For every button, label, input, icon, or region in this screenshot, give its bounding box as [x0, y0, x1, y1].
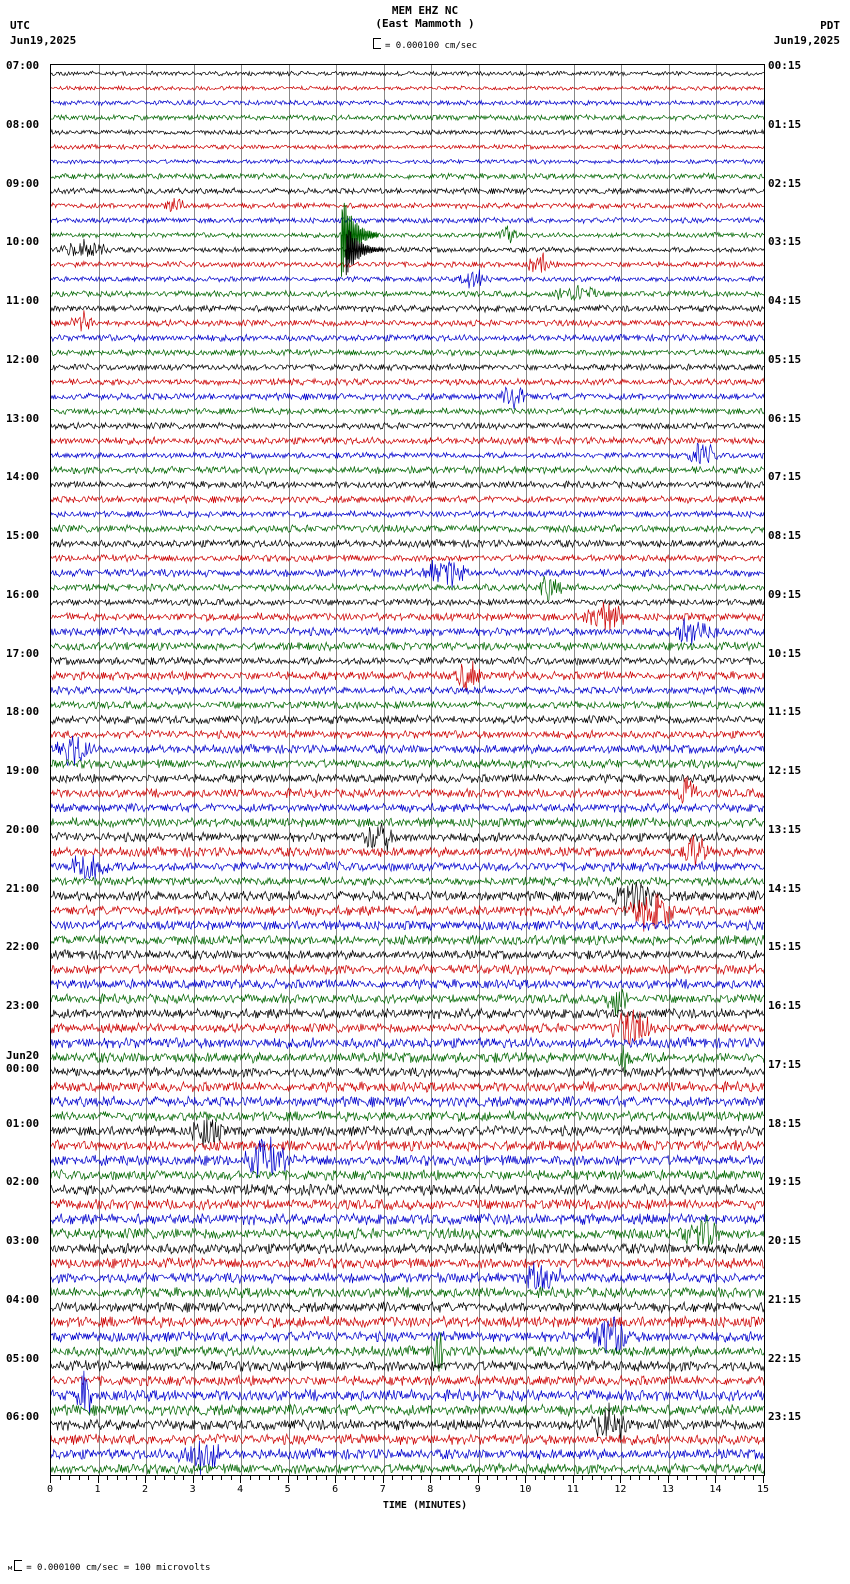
footer-text: = 0.000100 cm/sec = 100 microvolts [26, 1563, 211, 1573]
x-axis-minor-tick [269, 1476, 270, 1480]
x-axis-tick-label: 7 [379, 1484, 386, 1495]
seismic-trace [51, 1316, 764, 1328]
pdt-time-label: 01:15 [768, 117, 802, 131]
x-axis-minor-tick [79, 1476, 80, 1480]
x-axis-tick [240, 1476, 241, 1483]
utc-time-label: 08:00 [6, 117, 40, 131]
x-axis-tick-label: 14 [709, 1484, 722, 1495]
seismic-trace [51, 71, 764, 76]
pdt-time-label: 02:15 [768, 176, 802, 190]
pdt-time-label: 16:15 [768, 999, 802, 1012]
seismic-trace [51, 835, 764, 867]
x-axis-tick [288, 1476, 289, 1483]
seismic-trace [51, 188, 764, 194]
x-axis-minor-tick [535, 1476, 536, 1480]
utc-time-label: 20:00 [6, 822, 40, 836]
x-axis-minor-tick [544, 1476, 545, 1480]
pdt-date: Jun19,2025 [773, 34, 840, 47]
seismic-trace [51, 855, 764, 879]
seismic-trace [51, 1243, 764, 1254]
x-axis-minor-tick [174, 1476, 175, 1480]
x-axis-minor-tick [88, 1476, 89, 1480]
seismic-trace [51, 145, 764, 150]
x-axis-minor-tick [259, 1476, 260, 1480]
utc-time-label: 18:00 [6, 705, 40, 719]
utc-time-label: 23:00 [6, 999, 40, 1012]
utc-time-label: 15:00 [6, 529, 40, 542]
seismic-trace [51, 1008, 764, 1019]
station-name: (East Mammoth ) [375, 17, 475, 30]
seismic-trace [51, 657, 764, 665]
utc-time-label: 17:00 [6, 646, 40, 660]
trace-layer [51, 65, 764, 1475]
seismic-trace [51, 950, 764, 960]
seismic-trace [51, 1213, 764, 1225]
x-axis-minor-tick [411, 1476, 412, 1480]
pdt-time-label: 04:15 [768, 294, 802, 307]
x-axis-tick [430, 1476, 431, 1483]
x-axis-tick [620, 1476, 621, 1483]
pdt-time-label: 21:15 [768, 1292, 802, 1306]
seismic-trace [51, 989, 764, 1016]
seismic-trace [51, 602, 764, 632]
x-axis-tick [478, 1476, 479, 1483]
x-axis-tick-label: 13 [661, 1484, 674, 1495]
seismic-trace [51, 159, 764, 164]
seismic-trace [51, 1360, 764, 1371]
x-axis-minor-tick [297, 1476, 298, 1480]
x-axis-minor-tick [250, 1476, 251, 1480]
pdt-time-label: 10:15 [768, 646, 802, 660]
utc-time-label: 03:00 [6, 1234, 40, 1247]
utc-time-label: 05:00 [6, 1351, 40, 1365]
x-axis-minor-tick [107, 1476, 108, 1480]
x-axis-minor-tick [734, 1476, 735, 1480]
x-axis-tick [98, 1476, 99, 1483]
utc-date: Jun19,2025 [10, 34, 77, 47]
seismic-trace [51, 1096, 764, 1107]
seismic-trace [51, 701, 764, 709]
x-axis-tick [525, 1476, 526, 1483]
seismic-trace [51, 661, 764, 692]
seismic-trace [51, 555, 764, 562]
seismic-trace [51, 979, 764, 989]
x-axis-minor-tick [516, 1476, 517, 1480]
seismic-trace [51, 387, 764, 409]
x-axis-minor-tick [136, 1476, 137, 1480]
seismic-trace [51, 1170, 764, 1181]
seismic-trace [51, 285, 764, 300]
station-title [0, 4, 850, 30]
x-axis-minor-tick [183, 1476, 184, 1480]
pdt-time-label: 11:15 [768, 705, 802, 719]
seismic-trace [51, 226, 764, 244]
seismic-trace [51, 1037, 764, 1048]
seismic-trace [51, 877, 764, 886]
utc-time-label: 04:00 [6, 1292, 40, 1306]
utc-time-label: 22:00 [6, 940, 40, 954]
seismic-trace [51, 686, 764, 694]
x-axis-tick-label: 11 [566, 1484, 579, 1495]
x-axis-tick [335, 1476, 336, 1483]
x-axis-minor-tick [326, 1476, 327, 1480]
x-axis-minor-tick [592, 1476, 593, 1480]
seismic-trace [51, 1111, 764, 1122]
seismic-trace [51, 198, 764, 212]
seismic-trace [51, 1140, 764, 1152]
x-axis-minor-tick [601, 1476, 602, 1480]
seismic-trace [51, 1184, 764, 1196]
seismic-trace [51, 437, 764, 445]
seismic-trace [51, 599, 764, 606]
x-axis-tick-label: 0 [46, 1484, 54, 1495]
pdt-time-label: 05:15 [768, 352, 802, 366]
utc-time-label: 16:00 [6, 587, 40, 601]
utc-label: UTC [10, 19, 30, 32]
seismic-trace [51, 130, 764, 135]
seismic-trace [51, 560, 764, 588]
utc-time-label: 12:00 [6, 352, 40, 366]
pdt-time-label: 09:15 [768, 587, 802, 601]
seismic-trace [51, 100, 764, 105]
x-axis-tick-label: 9 [474, 1484, 481, 1495]
scale-reference [0, 38, 850, 51]
x-axis-tick-label: 12 [614, 1484, 627, 1495]
utc-time-label: 09:00 [6, 176, 40, 190]
x-axis-tick-label: 8 [427, 1484, 434, 1495]
seismic-trace [51, 378, 764, 385]
x-axis-minor-tick [60, 1476, 61, 1480]
seismic-trace [51, 525, 764, 533]
x-axis-minor-tick [696, 1476, 697, 1480]
x-axis-minor-tick [639, 1476, 640, 1480]
scale-text: = 0.000100 cm/sec [384, 41, 478, 51]
x-axis-minor-tick [392, 1476, 393, 1480]
x-axis-minor-tick [630, 1476, 631, 1480]
x-axis-minor-tick [421, 1476, 422, 1480]
seismic-trace [51, 539, 764, 547]
seismic-trace [51, 935, 764, 946]
utc-time-label: 02:00 [6, 1175, 40, 1189]
utc-time-label: 10:00 [6, 235, 40, 249]
utc-time-label: 07:00 [6, 59, 40, 72]
seismic-trace [51, 239, 764, 257]
seismic-trace [51, 576, 764, 601]
seismic-trace [51, 1375, 764, 1386]
x-axis-minor-tick [449, 1476, 450, 1480]
seismic-trace [51, 408, 764, 415]
footer-scale: м = 0.000100 cm/sec = 100 microvolts [8, 1560, 210, 1573]
x-axis-minor-tick [307, 1476, 308, 1480]
x-axis-tick [715, 1476, 716, 1483]
seismic-trace [51, 466, 764, 474]
seismic-trace [51, 618, 764, 645]
seismic-trace [51, 269, 764, 288]
x-axis-minor-tick [278, 1476, 279, 1480]
x-axis-minor-tick [155, 1476, 156, 1480]
seismic-trace [51, 86, 764, 90]
x-axis-minor-tick [373, 1476, 374, 1480]
seismic-trace [51, 642, 764, 651]
x-axis-minor-tick [497, 1476, 498, 1480]
x-axis [46, 1476, 770, 1495]
seismic-trace [51, 1302, 764, 1313]
seismic-trace [51, 349, 764, 356]
x-axis-minor-tick [440, 1476, 441, 1480]
seismic-trace [51, 422, 764, 429]
seismic-trace [51, 217, 764, 223]
x-axis-minor-tick [202, 1476, 203, 1480]
seismic-trace [51, 964, 764, 975]
pdt-time-label: 07:15 [768, 470, 802, 484]
x-axis-minor-tick [126, 1476, 127, 1480]
x-axis-tick-label: 1 [94, 1484, 101, 1495]
utc-time-label: 11:00 [6, 294, 40, 307]
seismic-trace [51, 777, 764, 804]
seismic-trace [51, 759, 764, 769]
seismic-trace [51, 715, 764, 724]
x-axis-tick-label: 2 [142, 1484, 149, 1495]
pdt-time-label: 00:15 [768, 59, 802, 72]
pdt-header [774, 18, 840, 48]
pdt-time-label: 06:15 [768, 411, 802, 425]
x-axis-minor-tick [212, 1476, 213, 1480]
x-axis-tick [383, 1476, 384, 1483]
seismic-trace [51, 1262, 764, 1290]
x-axis-tick [573, 1476, 574, 1483]
x-axis-minor-tick [649, 1476, 650, 1480]
x-axis-minor-tick [164, 1476, 165, 1480]
x-axis-minor-tick [487, 1476, 488, 1480]
seismic-trace [51, 803, 764, 812]
x-axis-tick [193, 1476, 194, 1483]
x-axis-minor-tick [221, 1476, 222, 1480]
helicorder-plot [50, 64, 765, 1476]
seismic-trace [51, 1287, 764, 1298]
x-axis-title: TIME (MINUTES) [382, 1500, 468, 1511]
seismic-trace [51, 115, 764, 121]
x-axis-minor-tick [364, 1476, 365, 1480]
seismic-trace [51, 730, 764, 739]
pdt-time-label: 08:15 [768, 529, 802, 542]
pdt-time-label: 13:15 [768, 822, 802, 836]
seismic-trace [51, 496, 764, 503]
x-axis-tick [50, 1476, 51, 1483]
pdt-time-label: 19:15 [768, 1175, 802, 1189]
seismic-trace [51, 1404, 764, 1416]
seismic-trace [51, 481, 764, 488]
x-axis-minor-tick [231, 1476, 232, 1480]
seismic-trace [51, 1258, 764, 1269]
utc-time-label: 13:00 [6, 411, 40, 425]
seismic-trace [51, 817, 764, 827]
pdt-time-label: 17:15 [768, 1057, 802, 1071]
x-axis-tick-label: 6 [332, 1484, 339, 1495]
seismic-trace [51, 173, 764, 179]
x-axis-minor-tick [554, 1476, 555, 1480]
x-axis-minor-tick [658, 1476, 659, 1480]
utc-time-label: 19:00 [6, 764, 40, 777]
seismic-trace [51, 310, 764, 331]
x-axis-minor-tick [677, 1476, 678, 1480]
seismic-trace [51, 305, 764, 312]
x-axis-minor-tick [402, 1476, 403, 1480]
pdt-time-label: 18:15 [768, 1116, 802, 1130]
x-axis-tick-label: 5 [284, 1484, 291, 1495]
x-axis-minor-tick [69, 1476, 70, 1480]
utc-time-label: 21:00 [6, 881, 40, 895]
station-code: MEM EHZ NC [391, 4, 459, 17]
x-axis-tick-label: 10 [519, 1484, 532, 1495]
seismic-trace [51, 443, 764, 464]
pdt-time-label: 14:15 [768, 881, 802, 895]
chart-header [0, 0, 850, 62]
seismic-trace [51, 774, 764, 783]
x-axis-minor-tick [753, 1476, 754, 1480]
x-axis-tick [763, 1476, 764, 1483]
pdt-time-label: 23:15 [768, 1410, 802, 1424]
x-axis-minor-tick [744, 1476, 745, 1480]
utc-time-label: 01:00 [6, 1116, 40, 1130]
seismic-trace [51, 1082, 764, 1093]
x-axis-minor-tick [459, 1476, 460, 1480]
seismic-trace [51, 364, 764, 371]
pdt-time-label: 20:15 [768, 1234, 802, 1247]
seismic-trace [51, 253, 764, 273]
pdt-label: PDT [820, 19, 840, 32]
pdt-time-label: 03:15 [768, 235, 802, 249]
footer-scale-bar-icon [14, 1560, 22, 1571]
x-axis-minor-tick [468, 1476, 469, 1480]
pdt-time-label: 12:15 [768, 764, 802, 777]
seismic-trace [51, 1067, 764, 1078]
utc-time-label: 14:00 [6, 470, 40, 484]
seismic-trace [51, 334, 764, 341]
x-axis-minor-tick [506, 1476, 507, 1480]
x-axis-minor-tick [687, 1476, 688, 1480]
x-axis-minor-tick [611, 1476, 612, 1480]
x-axis-tick [668, 1476, 669, 1483]
seismic-trace [51, 511, 764, 518]
x-axis-tick-label: 3 [189, 1484, 196, 1495]
x-axis-minor-tick [345, 1476, 346, 1480]
x-axis-minor-tick [706, 1476, 707, 1480]
x-axis-tick-label: 15 [756, 1484, 770, 1495]
pdt-time-label: 15:15 [768, 940, 802, 954]
x-axis-tick-label: 4 [237, 1484, 244, 1495]
x-axis-tick [145, 1476, 146, 1483]
utc-time-label: 06:00 [6, 1410, 40, 1424]
x-axis-minor-tick [563, 1476, 564, 1480]
x-axis-minor-tick [582, 1476, 583, 1480]
seismic-trace [51, 1464, 764, 1474]
x-axis-minor-tick [725, 1476, 726, 1480]
seismic-trace [51, 1434, 764, 1445]
scale-bar-icon [373, 38, 381, 49]
utc-time-label: Jun20 00:00 [6, 1048, 40, 1075]
x-axis-minor-tick [117, 1476, 118, 1480]
x-axis-minor-tick [354, 1476, 355, 1480]
seismic-trace [51, 1371, 764, 1414]
x-axis-minor-tick [316, 1476, 317, 1480]
pdt-time-label: 22:15 [768, 1351, 802, 1365]
seismic-trace [51, 1199, 764, 1210]
